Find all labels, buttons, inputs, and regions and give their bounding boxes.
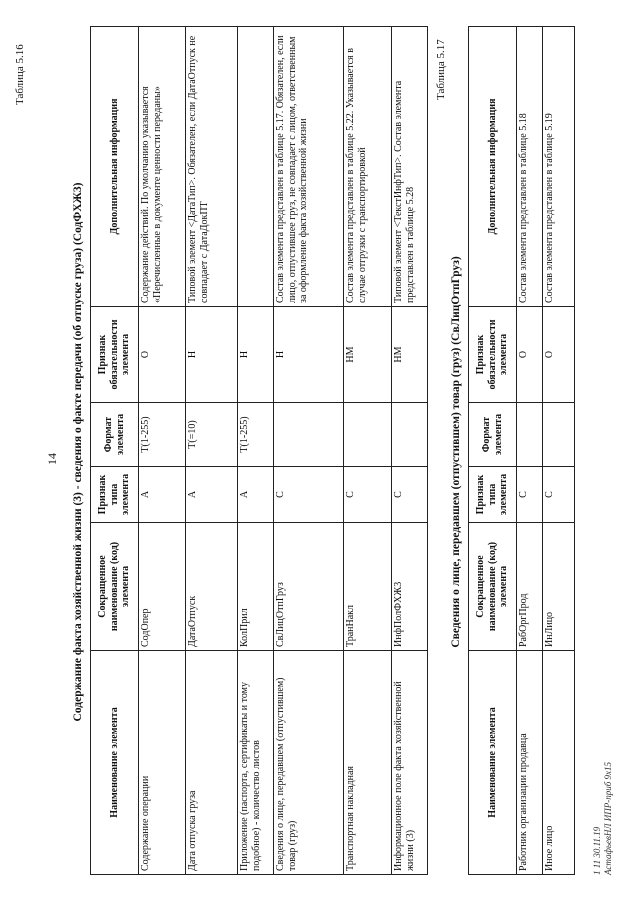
- table-cell: Н: [238, 307, 274, 403]
- table-row: [186, 27, 238, 875]
- table-cell: Приложение (паспорта, сертификаты и тому подобное) - количество листов: [238, 651, 274, 875]
- table-cell: А: [238, 467, 274, 523]
- table-cell: Содержание действий. По умолчанию указывается «Перечисленные в документе ценности переданы»: [139, 27, 186, 307]
- table-cell: Состав элемента представлен в таблице 5.22. Указывается в случае отгрузки с транспортировкой: [344, 27, 392, 307]
- table-cell: [392, 403, 428, 467]
- table-cell: Содержание операции: [139, 651, 186, 875]
- table-caption: Таблица 5.17: [435, 39, 447, 100]
- column-header: Признак типа элемента: [91, 467, 139, 523]
- stamp-line: 1 11 30.11.19: [592, 826, 602, 875]
- table-cell: ИнЛицо: [543, 523, 575, 651]
- table-cell: T(=10): [186, 403, 238, 467]
- stamp-line: АстафьевНЛ ИПР-приб 9х15: [603, 762, 613, 875]
- table-cell: Транспортная накладная: [344, 651, 392, 875]
- table-cell: Работник организации продавца: [517, 651, 543, 875]
- elements-table: [90, 26, 428, 875]
- table-cell: О: [139, 307, 186, 403]
- table-row: [543, 27, 575, 875]
- table-cell: Иное лицо: [543, 651, 575, 875]
- table-cell: С: [543, 467, 575, 523]
- column-header: Наименование элемента: [91, 651, 139, 875]
- table-cell: [274, 403, 344, 467]
- table-cell: [238, 27, 274, 307]
- table-header-row: [91, 27, 139, 875]
- table-row: [344, 27, 392, 875]
- column-header: Признак обязательности элемента: [469, 307, 517, 403]
- table-row: [139, 27, 186, 875]
- table-cell: СодОпер: [139, 523, 186, 651]
- table-cell: T(1-255): [238, 403, 274, 467]
- table-cell: Состав элемента представлен в таблице 5.19: [543, 27, 575, 307]
- table-cell: Н: [274, 307, 344, 403]
- table-cell: T(1-255): [139, 403, 186, 467]
- table-caption: Таблица 5.16: [14, 44, 26, 105]
- table-cell: С: [274, 467, 344, 523]
- table-cell: Сведения о лице, передавшем (отпустившем) товар (груз): [274, 651, 344, 875]
- table-cell: А: [186, 467, 238, 523]
- table-title: Содержание факта хозяйственной жизни (3) - сведения о факте передачи (об отпуске груза) (СодФХЖ3): [72, 182, 84, 722]
- column-header: Сокращенное наименование (код) элемента: [91, 523, 139, 651]
- table-cell: Состав элемента представлен в таблице 5.18: [517, 27, 543, 307]
- table-cell: [517, 403, 543, 467]
- page-number: 14: [45, 453, 59, 465]
- column-header: Сокращенное наименование (код) элемента: [469, 523, 517, 651]
- table-cell: СвЛицОтпГруз: [274, 523, 344, 651]
- table-cell: НМ: [392, 307, 428, 403]
- table-cell: С: [517, 467, 543, 523]
- table-title: Сведения о лице, передавшем (отпустившем) товар (груз) (СвЛицОтпГруз): [450, 256, 462, 648]
- table-row: [392, 27, 428, 875]
- table-cell: [344, 403, 392, 467]
- table-cell: РабОргПрод: [517, 523, 543, 651]
- table-cell: С: [392, 467, 428, 523]
- table-cell: ИнфПолФХЖ3: [392, 523, 428, 651]
- table-row: [517, 27, 543, 875]
- table-cell: О: [517, 307, 543, 403]
- table-cell: Н: [186, 307, 238, 403]
- column-header: Дополнительная информация: [469, 27, 517, 307]
- table-cell: Дата отпуска груза: [186, 651, 238, 875]
- table-cell: Типовой элемент <ТекстИнфТип>. Состав элемента представлен в таблице 5.28: [392, 27, 428, 307]
- column-header: Формат элемента: [91, 403, 139, 467]
- table-cell: А: [139, 467, 186, 523]
- table-header-row: [469, 27, 517, 875]
- handwritten-stamp: [592, 762, 614, 875]
- column-header: Признак типа элемента: [469, 467, 517, 523]
- table-cell: Состав элемента представлен в таблице 5.17. Обязателен, если лицо, отпустившее груз, не совпадает с лицом, ответственным за оформление факта хозяйственной жизни: [274, 27, 344, 307]
- table-cell: Типовой элемент <ДатаТип>. Обязателен, если ДатаОтпуск не совпадает с ДатаДокПТ: [186, 27, 238, 307]
- table-cell: [543, 403, 575, 467]
- column-header: Дополнительная информация: [91, 27, 139, 307]
- elements-table: [468, 26, 575, 875]
- table-cell: О: [543, 307, 575, 403]
- column-header: Признак обязательности элемента: [91, 307, 139, 403]
- table-cell: КолПрил: [238, 523, 274, 651]
- table-cell: ТранНакл: [344, 523, 392, 651]
- table-cell: ДатаОтпуск: [186, 523, 238, 651]
- column-header: Наименование элемента: [469, 651, 517, 875]
- table-cell: С: [344, 467, 392, 523]
- table-row: [238, 27, 274, 875]
- table-cell: Информационное поле факта хозяйственной жизни (3): [392, 651, 428, 875]
- table-cell: НМ: [344, 307, 392, 403]
- table-row: [274, 27, 344, 875]
- column-header: Формат элемента: [469, 403, 517, 467]
